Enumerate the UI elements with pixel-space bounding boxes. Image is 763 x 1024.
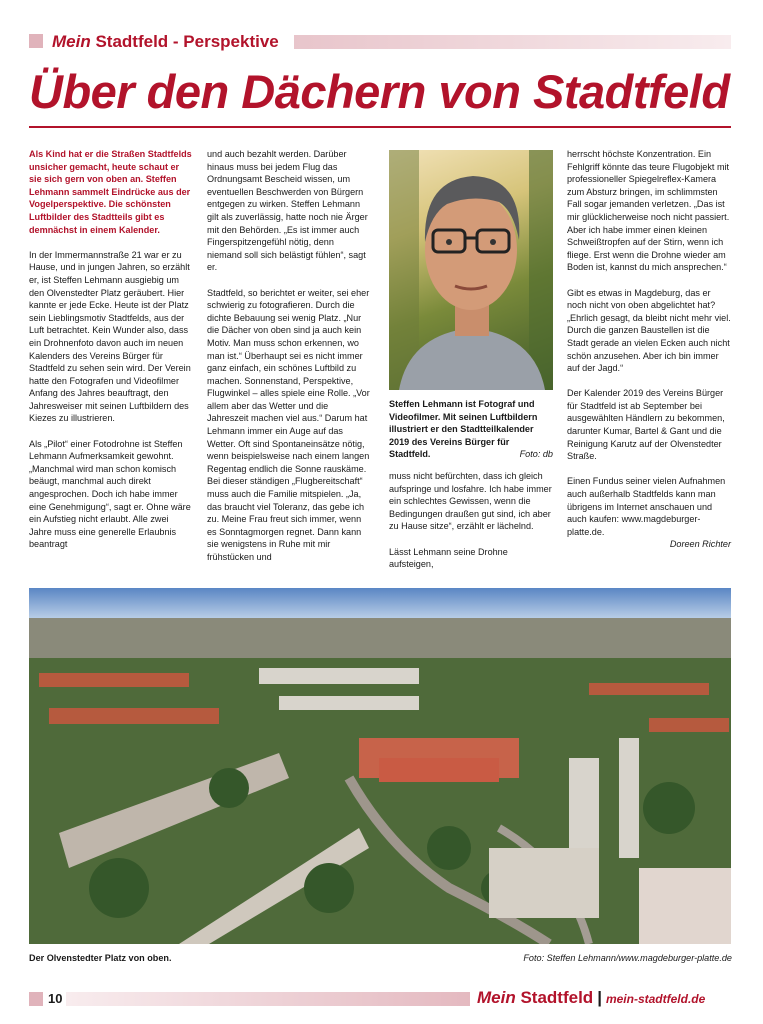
text-column-4 <box>567 148 731 551</box>
body-paragraph: Stadtfeld, so berichtet er weiter, sei eher schwierig zu fotografieren. Durch die dichte Bebauung sei wenig Platz. „Nur die Dächer von oben sind ja auch kein Motiv. Man muss schon erkennen, wo man ist.“ Überhaupt sei es nicht immer ganz einfach, ein schönes Luftbild zu machen. Sonnenstand, Perspektive, Flugwinkel – alles spiele eine Rolle. „Vor allem aber das Wetter und die Jahreszeit machen viel aus.“ Darum hat Lehmann immer ein Auge auf das Wetter. Oft sind Spontaneinsätze nötig, wenn beispielsweise nach einem langen Regentag endlich die Sonne rauskäme. Bei dieser ständigen „Flugbereitschaft“ muss auch die Familie mitspielen. „Ja, das braucht viel Toleranz, das gebe ich zu. Meine Frau freut sich immer, wenn es Sonntagmorgen regnet. Dann kann sie wenigstens in Ruhe mit mir frühstücken und <box>207 287 370 562</box>
section-title-rest: Stadtfeld - Perspektive <box>90 32 279 51</box>
author-signature: Doreen Richter <box>669 539 731 550</box>
brand-stadtfeld: Stadtfeld <box>515 988 594 1007</box>
body-paragraph: und auch bezahlt werden. Darüber hinaus muss bei jedem Flug das Ordnungsamt Bescheid wissen, um eventuellen Beschwerden von Bürgern entgegen zu wirken. Steffen Lehmann gilt als zuverlässig, hatte noch nie Ärger mit den Behörden. „Es ist immer auch Fingerspitzengefühl nötig, denn niemand soll sich belästigt fühlen“, sagt er. <box>207 149 368 273</box>
page-number: 10 <box>48 991 63 1006</box>
portrait-credit: Foto: db <box>519 449 553 460</box>
body-paragraph: Als „Pilot“ einer Fotodrohne ist Steffen Lehmann Aufmerksamkeit gewohnt. „Manchmal wird man schon komisch beäugt, manchmal auch direkt angesprochen. Doch ich habe immer eine Genehmigung“, sagt er. Ohne wäre ein Aufstieg nicht erlaubt. Alle zwei Jahre muss eine generelle Erlaubnis beantragt <box>29 438 191 550</box>
text-column-1 <box>29 148 193 564</box>
portrait-illustration <box>389 150 553 390</box>
header-square-decoration <box>29 34 43 48</box>
header-bar-decoration <box>294 35 731 49</box>
footer-bar-decoration <box>66 992 470 1006</box>
section-header <box>29 32 731 52</box>
aerial-illustration <box>29 588 731 944</box>
brand-separator: | <box>597 988 602 1007</box>
article-headline: Über den Dächern von Stadtfeld <box>29 65 730 118</box>
brand-url: mein-stadtfeld.de <box>605 992 706 1006</box>
aerial-credit: Foto: Steffen Lehmann/www.magdeburger-platte.de <box>523 953 732 963</box>
body-paragraph: Der Kalender 2019 des Vereins Bürger für Stadtfeld ist ab September bei ausgewählten Händlern zu bekommen, darunter Kumar, Bartel & Gant und die Reinigung Karutz auf der Olvenstedter Straße. <box>567 388 725 462</box>
body-paragraph: In der Immermannstraße 21 war er zu Hause, und in jungen Jahren, so erzählt er, ist Steffen Lehmann ausgiebig um den Olvenstedter Platz geräubert. Hier kannte er jede Ecke. Heute ist der Platz sein Lieblingsmotiv Stadtfelds, aus der Luft betrachtet. Kein Wunder also, dass ein Drohnenfoto davon auch im neuen Kalenders des Vereins Bürger für Stadtfeld zu sehen sein wird. Der Verein hatte den Fotografen und Videofilmer Anfang des Jahres beauftragt, den Jahresweiser mit seinen Luftbildern des Kiezes zu illustrieren. <box>29 249 191 424</box>
brand-mein: Mein <box>477 988 516 1007</box>
body-paragraph: muss nicht befürchten, dass ich gleich aufspringe und losfahre. Ich habe immer ein schlechtes Gewissen, wenn die Bedingungen draußen gut sind, ich aber zu Hause sitze“, erzählt er lächelnd. <box>389 471 552 532</box>
portrait-caption <box>389 398 553 461</box>
headline-rule <box>29 126 731 128</box>
body-paragraph: Lässt Lehmann seine Drohne aufsteigen, <box>389 546 508 570</box>
text-column-2 <box>207 148 371 576</box>
portrait-photo <box>389 150 553 390</box>
body-paragraph: Gibt es etwas in Magdeburg, das er noch nicht von oben abgelichtet hat? „Ehrlich gesagt, da bleibt nicht mehr viel. Durch die ganzen Baustellen ist die Stadt gerade an vielen Ecken auch nicht schön anzusehen. Aber ich bin immer auf der Jagd.“ <box>567 287 731 374</box>
footer-square-decoration <box>29 992 43 1006</box>
section-title-mein: Mein <box>52 32 91 51</box>
aerial-photo <box>29 588 731 944</box>
portrait-caption-text: Steffen Lehmann ist Fotograf und Videofilmer. Mit seinen Luftbildern illustriert er den Stadtteilkalender 2019 des Vereins Bürger für Stadtfeld. <box>389 399 538 460</box>
aerial-caption: Der Olvenstedter Platz von oben. <box>29 953 172 963</box>
text-column-3 <box>389 470 553 583</box>
section-title <box>52 32 279 52</box>
body-paragraph: herrscht höchste Konzentration. Ein Fehlgriff könnte das teure Flugobjekt mit professioneller Spiegelreflex-Kamera zum Absturz bringen, im schlimmsten Fall sogar jemanden verletzen. „Das ist mir glücklicherweise noch nicht passiert. Aber ich habe immer einen kleinen Schweißtropfen auf der Stirn, wenn ich fliege. Erst wenn die Drohne wieder am Boden ist, kannst du mich ansprechen.“ <box>567 149 730 273</box>
body-paragraph: Einen Fundus seiner vielen Aufnahmen auch außerhalb Stadtfelds kann man übrigens im Internet anschauen und auch kaufen: www.magdeburger-platte.de. <box>567 476 726 537</box>
footer-brand <box>477 988 705 1008</box>
lead-paragraph: Als Kind hat er die Straßen Stadtfelds unsicher gemacht, heute schaut er sie sich gern von oben an. Steffen Lehmann sammelt Eindrücke aus der Vogelperspektive. Die schönsten Luftbilder des Stadtteils gibt es demnächst in einem Kalender. <box>29 149 192 235</box>
